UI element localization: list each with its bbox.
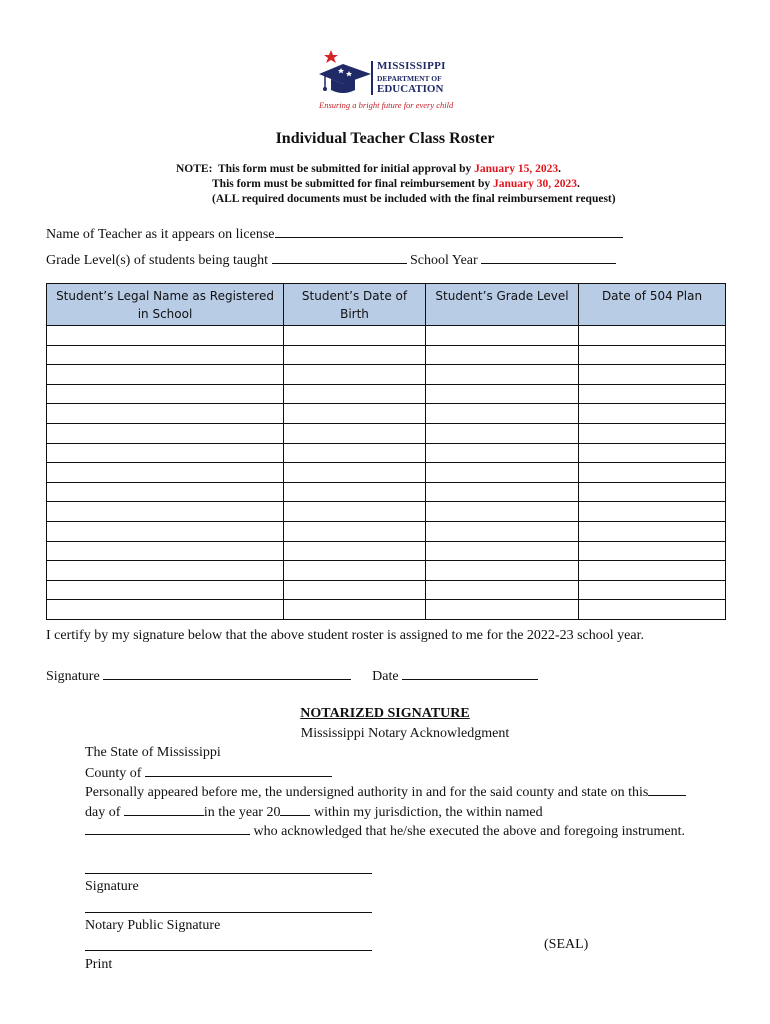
table-cell[interactable] bbox=[284, 502, 426, 522]
teacher-signature-row bbox=[46, 667, 538, 685]
notary-day-field[interactable] bbox=[124, 803, 204, 816]
table-row bbox=[47, 463, 726, 483]
note-line-1-text: This form must be submitted for initial approval by bbox=[217, 163, 472, 175]
notary-para-2-rest: within my jurisdiction, the within named bbox=[313, 805, 543, 820]
table-cell[interactable] bbox=[284, 326, 426, 346]
table-cell[interactable] bbox=[284, 463, 426, 483]
table-cell[interactable] bbox=[284, 580, 426, 600]
table-cell[interactable] bbox=[284, 482, 426, 502]
table-cell[interactable] bbox=[47, 580, 284, 600]
teacher-name-row bbox=[46, 225, 623, 243]
notary-seal-label: (SEAL) bbox=[544, 937, 589, 952]
grade-level-row bbox=[46, 251, 616, 269]
table-row bbox=[47, 326, 726, 346]
notary-print-label: Print bbox=[85, 957, 113, 972]
table-cell[interactable] bbox=[47, 502, 284, 522]
teacher-name-field[interactable] bbox=[275, 225, 623, 238]
table-cell[interactable] bbox=[426, 365, 579, 385]
notary-year-field[interactable] bbox=[280, 803, 310, 816]
header-grade-level: Student’s Grade Level bbox=[426, 284, 579, 326]
table-cell[interactable] bbox=[579, 521, 726, 541]
table-cell[interactable] bbox=[47, 423, 284, 443]
table-row bbox=[47, 365, 726, 385]
table-cell[interactable] bbox=[579, 384, 726, 404]
logo-divider bbox=[371, 61, 373, 95]
teacher-name-label: Name of Teacher as it appears on license bbox=[46, 227, 275, 242]
table-row bbox=[47, 541, 726, 561]
notary-public-signature-line[interactable] bbox=[85, 912, 372, 913]
table-row bbox=[47, 482, 726, 502]
table-cell[interactable] bbox=[47, 365, 284, 385]
notary-signature-label: Signature bbox=[85, 879, 139, 894]
header-date-of-birth: Student’s Date of Birth bbox=[284, 284, 426, 326]
table-cell[interactable] bbox=[426, 443, 579, 463]
logo-line-1: MISSISSIPPI bbox=[377, 60, 446, 72]
notary-on-this-field[interactable] bbox=[648, 783, 686, 796]
notary-county-field[interactable] bbox=[145, 764, 332, 777]
table-cell[interactable] bbox=[579, 326, 726, 346]
notary-para-1-text: Personally appeared before me, the undersigned authority in and for the said county and state on this bbox=[85, 785, 649, 800]
teacher-date-label: Date bbox=[372, 669, 399, 684]
school-year-field[interactable] bbox=[481, 251, 616, 264]
notary-state: The State of Mississippi bbox=[85, 745, 221, 760]
final-reimbursement-date: January 30, 2023 bbox=[493, 178, 578, 190]
roster-table bbox=[46, 283, 726, 620]
table-cell[interactable] bbox=[284, 365, 426, 385]
table-cell[interactable] bbox=[426, 541, 579, 561]
table-cell[interactable] bbox=[579, 423, 726, 443]
table-cell[interactable] bbox=[579, 580, 726, 600]
header-504-plan-date: Date of 504 Plan bbox=[579, 284, 726, 326]
table-cell[interactable] bbox=[579, 404, 726, 424]
notary-subheading: Mississippi Notary Acknowledgment bbox=[300, 726, 510, 741]
notary-day-label: day of bbox=[85, 805, 121, 820]
notary-para-2 bbox=[85, 803, 543, 821]
table-row bbox=[47, 561, 726, 581]
mde-logo bbox=[315, 48, 465, 112]
page-title: Individual Teacher Class Roster bbox=[275, 130, 495, 147]
table-cell[interactable] bbox=[579, 600, 726, 620]
school-year-label: School Year bbox=[410, 253, 478, 268]
table-cell[interactable] bbox=[47, 600, 284, 620]
table-row bbox=[47, 384, 726, 404]
table-cell[interactable] bbox=[426, 521, 579, 541]
graduation-cap-icon bbox=[315, 48, 375, 98]
table-cell[interactable] bbox=[47, 482, 284, 502]
notary-para-3-text: who acknowledged that he/she executed the above and foregoing instrument. bbox=[253, 824, 686, 839]
table-cell[interactable] bbox=[47, 443, 284, 463]
notary-named-field[interactable] bbox=[85, 822, 250, 835]
table-row bbox=[47, 404, 726, 424]
table-cell[interactable] bbox=[426, 326, 579, 346]
table-cell[interactable] bbox=[426, 384, 579, 404]
notary-county-label: County of bbox=[85, 766, 142, 781]
note-label: NOTE: bbox=[176, 163, 213, 175]
table-cell[interactable] bbox=[579, 541, 726, 561]
table-cell[interactable] bbox=[47, 404, 284, 424]
table-cell[interactable] bbox=[426, 502, 579, 522]
table-row bbox=[47, 600, 726, 620]
table-cell[interactable] bbox=[47, 463, 284, 483]
notary-public-signature-label: Notary Public Signature bbox=[85, 918, 221, 933]
note-line-1: NOTE: This form must be submitted for initial approval by January 15, 2023. bbox=[176, 163, 561, 175]
table-cell[interactable] bbox=[426, 580, 579, 600]
table-cell[interactable] bbox=[284, 404, 426, 424]
table-cell[interactable] bbox=[426, 482, 579, 502]
table-cell[interactable] bbox=[284, 541, 426, 561]
table-cell[interactable] bbox=[47, 326, 284, 346]
table-cell[interactable] bbox=[579, 443, 726, 463]
logo-line-2: DEPARTMENT OF bbox=[377, 74, 442, 83]
grade-level-field[interactable] bbox=[272, 251, 407, 264]
note-line-2: This form must be submitted for final reimbursement by January 30, 2023. bbox=[212, 178, 580, 190]
table-cell[interactable] bbox=[579, 345, 726, 365]
table-cell[interactable] bbox=[47, 384, 284, 404]
notary-county-row bbox=[85, 764, 332, 782]
table-row bbox=[47, 443, 726, 463]
table-cell[interactable] bbox=[284, 443, 426, 463]
header-student-name: Student’s Legal Name as Registered in School bbox=[47, 284, 284, 326]
table-cell[interactable] bbox=[579, 561, 726, 581]
table-cell[interactable] bbox=[426, 600, 579, 620]
notary-signature-line[interactable] bbox=[85, 873, 372, 874]
table-row bbox=[47, 521, 726, 541]
table-row bbox=[47, 502, 726, 522]
table-cell[interactable] bbox=[284, 561, 426, 581]
teacher-signature-field[interactable] bbox=[103, 667, 351, 680]
notary-para-3 bbox=[85, 822, 685, 840]
table-row bbox=[47, 423, 726, 443]
table-cell[interactable] bbox=[284, 521, 426, 541]
table-cell[interactable] bbox=[426, 404, 579, 424]
table-row bbox=[47, 580, 726, 600]
table-cell[interactable] bbox=[47, 561, 284, 581]
note-line-3: (ALL required documents must be included with the final reimbursement request) bbox=[212, 193, 616, 205]
certify-statement: I certify by my signature below that the above student roster is assigned to me for the 2022-23 school year. bbox=[46, 628, 644, 643]
grade-level-label: Grade Level(s) of students being taught bbox=[46, 253, 268, 268]
table-cell[interactable] bbox=[426, 423, 579, 443]
table-cell[interactable] bbox=[284, 600, 426, 620]
table-cell[interactable] bbox=[579, 463, 726, 483]
table-cell[interactable] bbox=[426, 345, 579, 365]
table-cell[interactable] bbox=[426, 561, 579, 581]
table-cell[interactable] bbox=[284, 345, 426, 365]
note-line-2-text: This form must be submitted for final reimbursement by bbox=[212, 178, 491, 190]
teacher-signature-label: Signature bbox=[46, 669, 100, 684]
notary-print-line[interactable] bbox=[85, 950, 372, 951]
initial-approval-date: January 15, 2023 bbox=[474, 163, 559, 175]
table-cell[interactable] bbox=[284, 423, 426, 443]
table-cell[interactable] bbox=[47, 345, 284, 365]
table-row bbox=[47, 345, 726, 365]
notary-para-1 bbox=[85, 783, 686, 801]
table-cell[interactable] bbox=[579, 502, 726, 522]
table-cell[interactable] bbox=[47, 541, 284, 561]
logo-tagline: Ensuring a bright future for every child bbox=[319, 100, 454, 110]
notary-year-label: in the year 20 bbox=[203, 805, 281, 820]
teacher-date-field[interactable] bbox=[402, 667, 538, 680]
table-cell[interactable] bbox=[579, 482, 726, 502]
table-cell[interactable] bbox=[579, 365, 726, 385]
table-cell[interactable] bbox=[284, 384, 426, 404]
table-cell[interactable] bbox=[47, 521, 284, 541]
notary-heading: NOTARIZED SIGNATURE bbox=[300, 706, 470, 721]
logo-line-3: EDUCATION bbox=[377, 83, 444, 95]
table-cell[interactable] bbox=[426, 463, 579, 483]
